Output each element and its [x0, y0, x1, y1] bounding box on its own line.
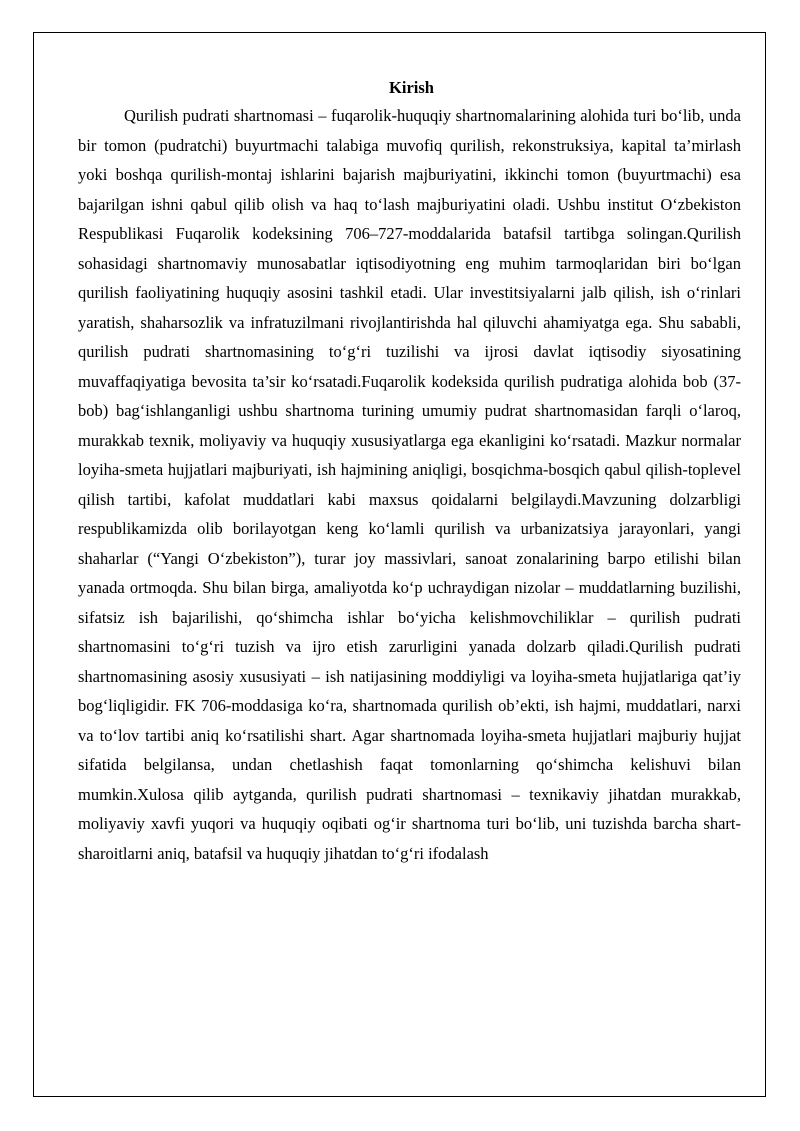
document-title: Kirish [389, 78, 434, 97]
document-body-paragraph: Qurilish pudrati shartnomasi – fuqarolik-huquqiy shartnomalarining alohida turi bo‘lib, unda bir tomon (pudratchi) buyurtmachi talabiga muvofiq qurilish, rekonstruksiya, kapital ta’mirlash yoki boshqa qurilish-montaj ishlarini bajarish majburiyatini, ikkinchi tomon (buyurtmachi) esa bajarilgan ishni qabul qilib olish va haq to‘lash majburiyatini oladi. Ushbu institut O‘zbekiston Respublikasi Fuqarolik kodeksining 706–727-moddalarida batafsil tartibga solingan.Qurilish sohasidagi shartnomaviy munosabatlar iqtisodiyotning eng muhim tarmoqlaridan biri bo‘lgan qurilish faoliyatining huquqiy asosini tashkil etadi. Ular investitsiyalarni jalb qilish, ish o‘rinlari yaratish, shaharsozlik va infratuzilmani rivojlantirishda hal qiluvchi ahamiyatga ega. Shu sababli, qurilish pudrati shartnomasining to‘g‘ri tuzilishi va ijrosi davlat iqtisodiy siyosatining muvaffaqiyatiga bevosita ta’sir ko‘rsatadi.Fuqarolik kodeksida qurilish pudratiga alohida bob (37-bob) bag‘ishlanganligi ushbu shartnoma turining umumiy pudrat shartnomasidan farqli o‘laroq, murakkab texnik, moliyaviy va huquqiy xususiyatlarga ega ekanligini ko‘rsatadi. Mazkur normalar loyiha-smeta hujjatlari majburiyati, ish hajmining aniqligi, bosqichma-bosqich qabul qilish-toplevel qilish tartibi, kafolat muddatlari kabi maxsus qoidalarni belgilaydi.Mavzuning dolzarbligi respublikamizda olib borilayotgan keng ko‘lamli qurilish va urbanizatsiya jarayonlari, yangi shaharlar (“Yangi O‘zbekiston”), turar joy massivlari, sanoat zonalarining barpo etilishi bilan yanada ortmoqda. Shu bilan birga, amaliyotda ko‘p uchraydigan nizolar – muddatlarning buzilishi, sifatsiz ish bajarilishi, qo‘shimcha ishlar bo‘yicha kelishmovchiliklar – qurilish pudrati shartnomasini to‘g‘ri tuzish va ijro etish zarurligini yanada dolzarb qiladi.Qurilish pudrati shartnomasining asosiy xususiyati – ish natijasining moddiyligi va loyiha-smeta hujjatlariga qat’iy bog‘liqligidir. FK 706-moddasiga ko‘ra, shartnomada qurilish ob’ekti, ish hajmi, muddatlari, narxi va to‘lov tartibi aniq ko‘rsatilishi shart. Agar shartnomada loyiha-smeta hujjatlari majburiy hujjat sifatida belgilansa, undan chetlashish faqat tomonlarning qo‘shimcha kelishuvi bilan mumkin.Xulosa qilib aytganda, qurilish pudrati shartnomasi – texnikaviy jihatdan murakkab, moliyaviy xavfi yuqori va huquqiy oqibati og‘ir shartnoma turi bo‘lib, uni tuzishda barcha shart-sharoitlarni aniq, batafsil va huquqiy jihatdan to‘g‘ri ifodalash [78, 106, 741, 863]
document-content [78, 74, 741, 868]
